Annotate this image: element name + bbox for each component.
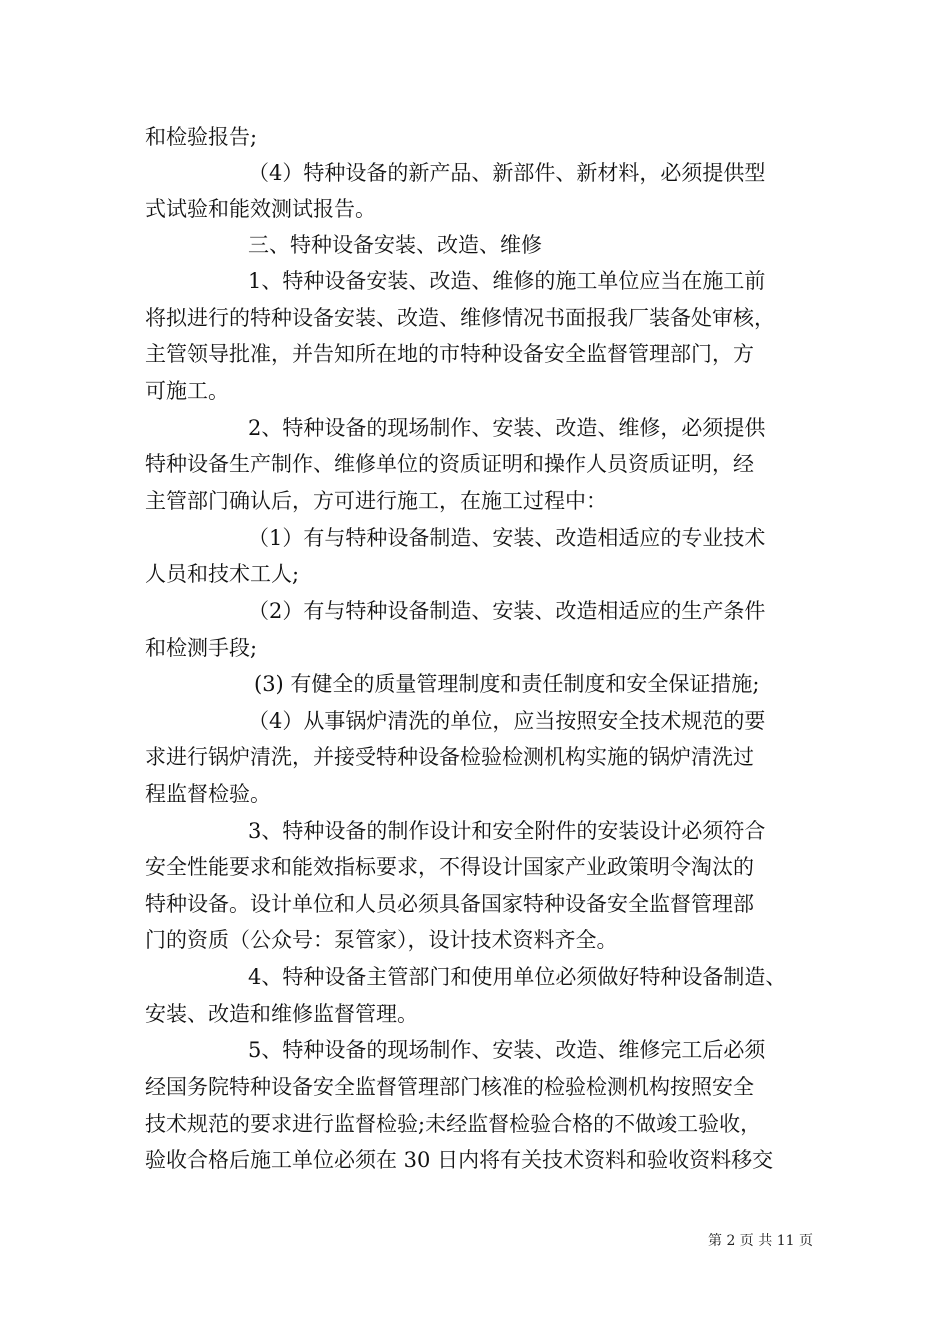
text-line: 技术规范的要求进行监督检验;未经监督检验合格的不做竣工验收，: [145, 1112, 762, 1136]
page-number: 第 2 页 共 11 页: [708, 1233, 813, 1249]
text-line: 1、特种设备安装、改造、维修的施工单位应当在施工前: [248, 269, 766, 293]
text-line: 验收合格后施工单位必须在 30 日内将有关技术资料和验收资料移交: [145, 1148, 774, 1172]
text-line: （1）有与特种设备制造、安装、改造相适应的专业技术: [248, 526, 766, 550]
text-line: 2、特种设备的现场制作、安装、改造、维修，必须提供: [248, 416, 766, 440]
text-line: 求进行锅炉清洗，并接受特种设备检验检测机构实施的锅炉清洗过: [145, 745, 754, 769]
text-line: 和检测手段;: [145, 636, 258, 660]
text-line: （4）特种设备的新产品、新部件、新材料，必须提供型: [248, 161, 766, 185]
text-line: 3、特种设备的制作设计和安全附件的安装设计必须符合: [248, 819, 766, 843]
text-line: （4）从事锅炉清洗的单位，应当按照安全技术规范的要: [248, 709, 766, 733]
text-line: （2）有与特种设备制造、安装、改造相适应的生产条件: [248, 599, 766, 623]
text-line: 5、特种设备的现场制作、安装、改造、维修完工后必须: [248, 1038, 766, 1062]
text-line: 特种设备生产制作、维修单位的资质证明和操作人员资质证明，经: [145, 452, 754, 476]
text-line: 主管领导批准，并告知所在地的市特种设备安全监督管理部门，方: [145, 342, 754, 366]
text-line: 人员和技术工人;: [145, 562, 300, 586]
text-line: 可施工。: [145, 379, 229, 403]
text-line: 特种设备。设计单位和人员必须具备国家特种设备安全监督管理部: [145, 892, 754, 916]
text-line: 4、特种设备主管部门和使用单位必须做好特种设备制造、: [248, 965, 787, 989]
text-line: (3) 有健全的质量管理制度和责任制度和安全保证措施;: [254, 672, 760, 696]
text-line: 和检验报告;: [145, 125, 258, 149]
text-line: 将拟进行的特种设备安装、改造、维修情况书面报我厂装备处审核，: [145, 306, 775, 330]
text-line: 经国务院特种设备安全监督管理部门核准的检验检测机构按照安全: [145, 1075, 754, 1099]
text-line: 安装、改造和维修监督管理。: [145, 1002, 418, 1026]
text-line: 式试验和能效测试报告。: [145, 197, 376, 221]
text-line: 程监督检验。: [145, 782, 271, 806]
section-heading: 三、特种设备安装、改造、维修: [248, 233, 542, 257]
text-line: 门的资质（公众号：泵管家），设计技术资料齐全。: [145, 928, 618, 952]
text-line: 主管部门确认后，方可进行施工，在施工过程中：: [145, 489, 607, 513]
text-line: 安全性能要求和能效指标要求，不得设计国家产业政策明令淘汰的: [145, 855, 754, 879]
